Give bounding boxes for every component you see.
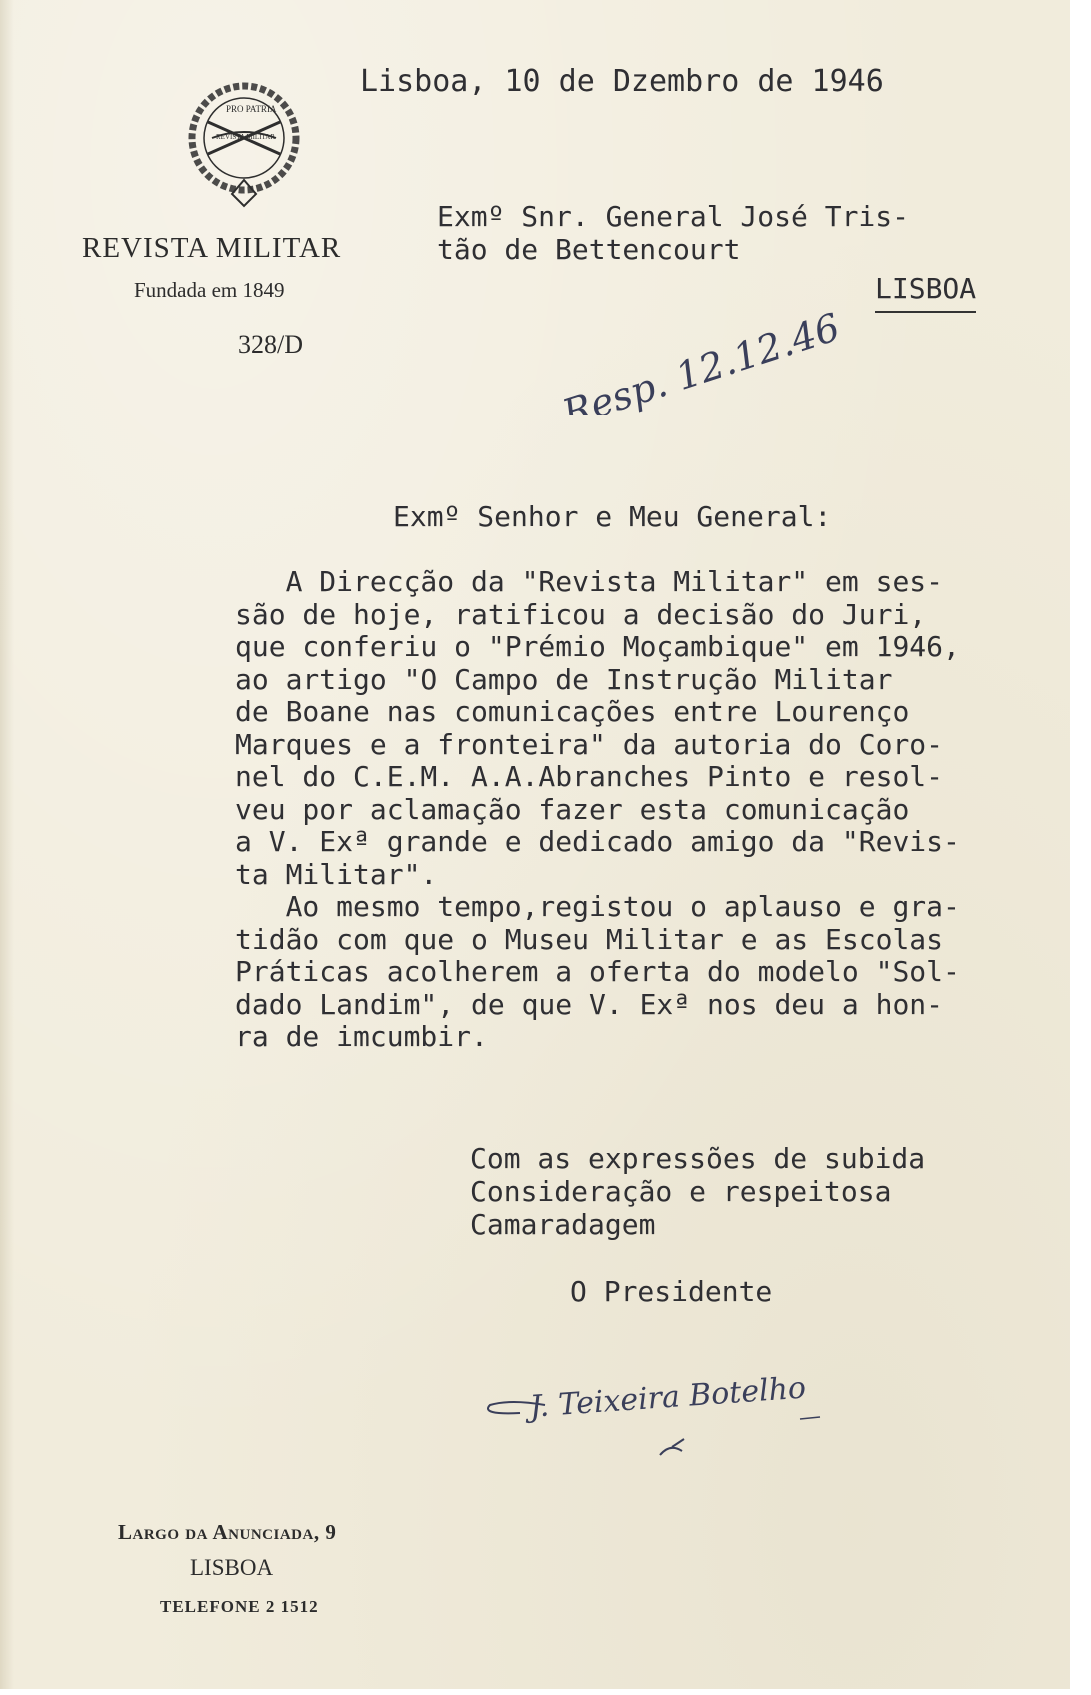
- body-line: veu por aclamação fazer esta comunicação: [235, 792, 910, 826]
- body-line: nel do C.E.M. A.A.Abranches Pinto e resol-: [235, 760, 944, 793]
- signatory-title: O Presidente: [570, 1275, 773, 1308]
- seal-motto-band: REVISTA MILITAR: [216, 133, 275, 141]
- body-line: a V. Exª grande e dedicado amigo da "Revis-: [235, 825, 960, 858]
- body-line: ta Militar".: [235, 857, 438, 891]
- reference-number: 328/D: [238, 330, 303, 359]
- body-line: A Direcção da "Revista Militar" em ses-: [235, 565, 944, 598]
- revista-militar-seal-icon: [168, 76, 320, 212]
- signature-text: J. Teixeira Botelho: [528, 1370, 808, 1425]
- closing-block: [470, 1142, 925, 1241]
- body-line: Ao mesmo tempo,registou o aplauso e gra-: [235, 890, 960, 923]
- recipient-address: [437, 200, 909, 266]
- letter-date: Lisboa, 10 de Dzembro de 1946: [360, 64, 884, 99]
- letter-body: [235, 566, 960, 1054]
- closing-line: Com as expressões de subida: [470, 1142, 926, 1175]
- handwritten-signature: [470, 1355, 910, 1475]
- footer-city: LISBOA: [190, 1555, 274, 1580]
- body-line: dado Landim", de que V. Exª nos deu a hon-: [235, 987, 944, 1021]
- recipient-city: LISBOA: [875, 272, 976, 313]
- footer-phone: TELEFONE 2 1512: [160, 1597, 319, 1616]
- body-line: Práticas acolherem a oferta do modelo "Sol-: [235, 955, 960, 988]
- recipient-line: tão de Bettencourt: [437, 233, 741, 266]
- recipient-line: Exmº Snr. General José Tris-: [437, 200, 910, 233]
- body-line: ao artigo "O Campo de Instrução Militar: [235, 662, 893, 696]
- closing-line: Camaradagem: [470, 1208, 656, 1241]
- closing-line: Consideração e respeitosa: [470, 1175, 892, 1208]
- body-line: de Boane nas comunicações entre Lourenço: [235, 695, 910, 728]
- organization-name: REVISTA MILITAR: [82, 232, 342, 264]
- body-line: são de hoje, ratificou a decisão do Juri,: [235, 597, 927, 631]
- salutation: Exmº Senhor e Meu General:: [393, 500, 832, 533]
- seal-motto-top: PRO PATRIA: [226, 104, 277, 114]
- body-line: que conferiu o "Prémio Moçambique" em 1946,: [235, 630, 960, 663]
- body-line: ra de imcumbir.: [235, 1020, 488, 1053]
- received-note-text: Resp. 12.12.46: [557, 305, 846, 415]
- body-line: tidão com que o Museu Militar e as Escolas: [235, 922, 944, 956]
- footer-address: Largo da Anunciada, 9: [118, 1520, 337, 1544]
- body-line: Marques e a fronteira" da autoria do Coro-: [235, 727, 944, 761]
- handwritten-received-note: [545, 305, 855, 415]
- founded-line: Fundada em 1849: [134, 278, 285, 302]
